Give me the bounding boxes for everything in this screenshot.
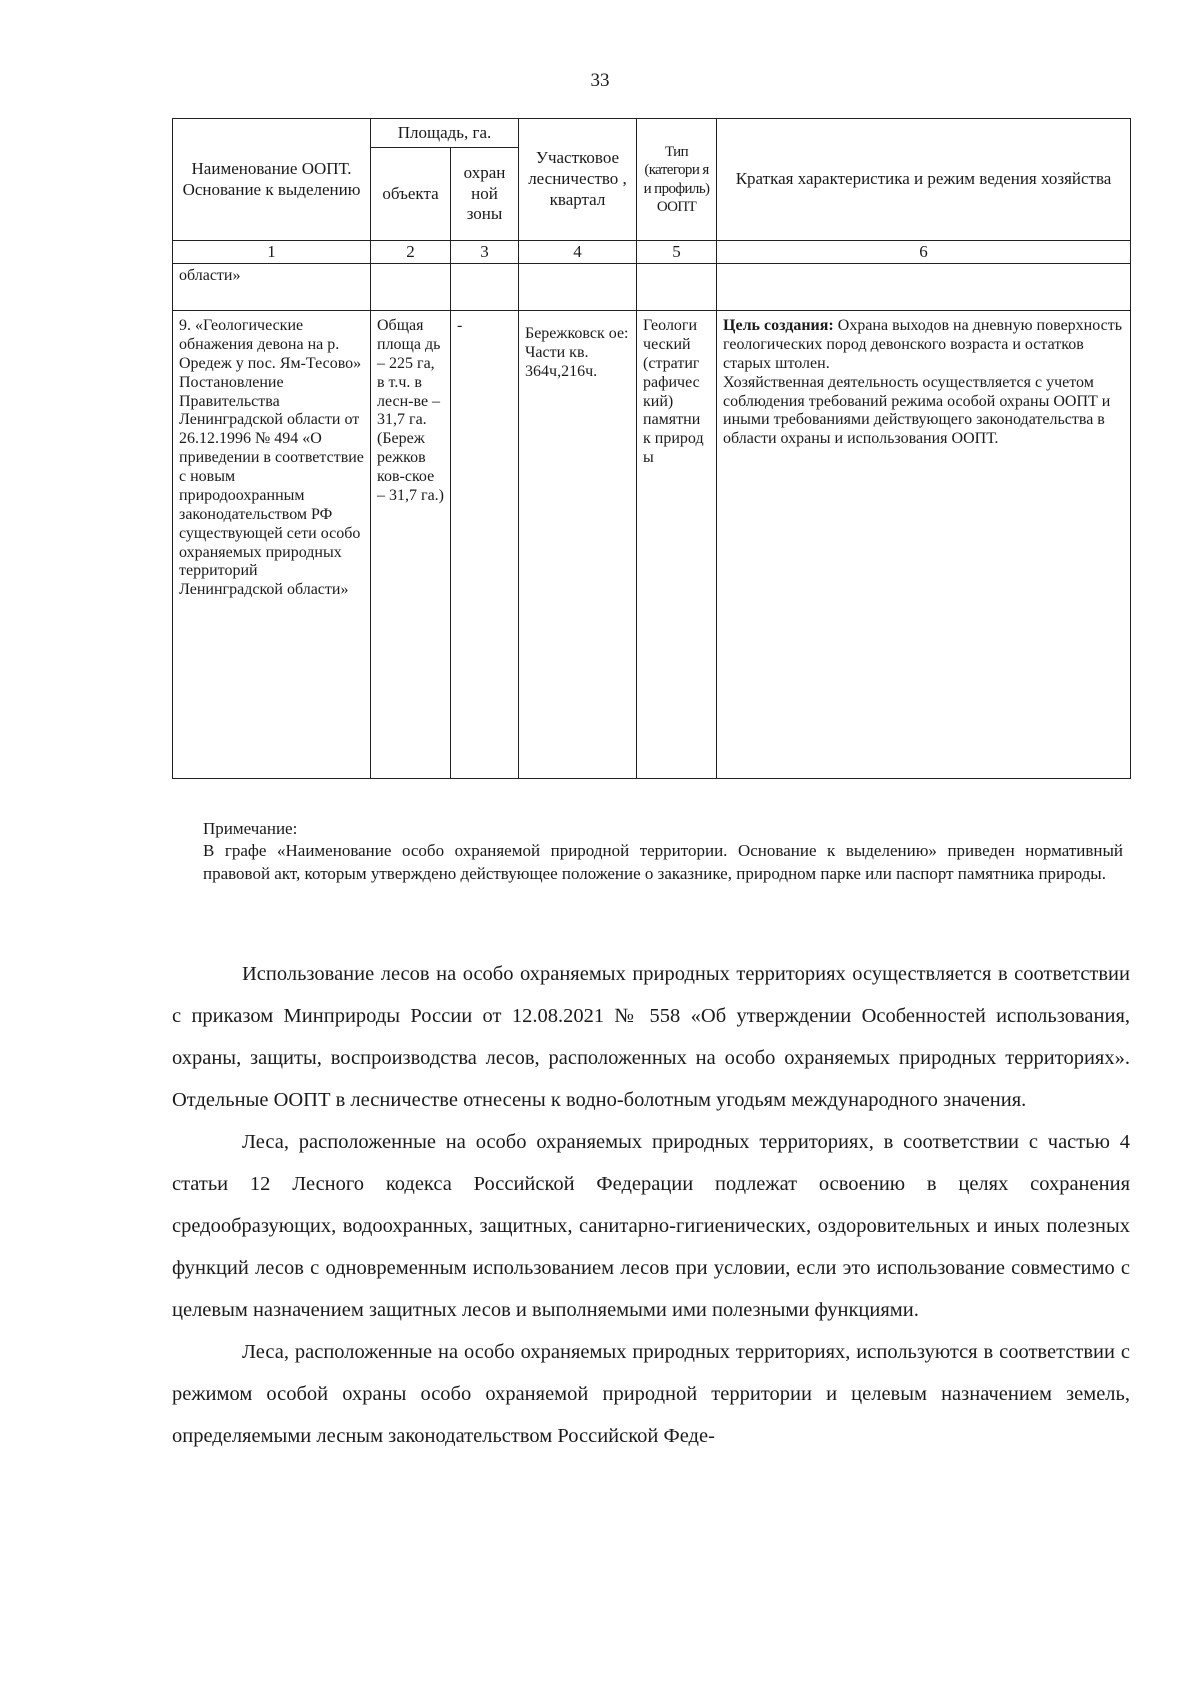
goal-label: Цель создания: — [723, 317, 834, 335]
continued-name-cell: области» — [173, 264, 371, 311]
column-number: 1 — [173, 241, 371, 264]
protection-zone-cell: - — [451, 311, 519, 779]
header-area-object: объекта — [371, 148, 451, 241]
column-number-row — [173, 241, 1131, 264]
paragraph: Леса, расположенные на особо охраняемых природных территориях, используются в соответствии с режимом особой охраны особо охраняемой природной территории и целевым назначением земель, определяемыми лесным законодательством Российской Феде- — [172, 1341, 1130, 1447]
column-number: 5 — [637, 241, 717, 264]
body-text — [172, 953, 1130, 1457]
area-cell: Общая площа дь – 225 га, в т.ч. в лесн-ве – 31,7 га. (Береж режков ков-ское – 31,7 га.) — [371, 311, 451, 779]
oopt-type-cell: Геологи ческий (стратиг рафичес кий) памятни к природ ы — [637, 311, 717, 779]
column-number: 2 — [371, 241, 451, 264]
note-text: В графе «Наименование особо охраняемой природной территории. Основание к выделению» приведен нормативный правовой акт, которым утверждено действующее положение о заказнике, природном парке или паспорт памятника природы. — [203, 841, 1123, 883]
oopt-table — [172, 118, 1131, 779]
header-name: Наименование ООПТ. Основание к выделению — [173, 119, 371, 241]
paragraph: Леса, расположенные на особо охраняемых природных территориях, в соответствии с частью 4 статьи 12 Лесного кодекса Российской Федерации подлежат освоению в целях сохранения средообразующих, водоохранных, защитных, санитарно-гигиенических, оздоровительных и иных полезных функций лесов с одновременным использованием лесов при условии, если это использование совместимо с целевым назначением защитных лесов и выполняемыми ими полезными функциями. — [172, 1131, 1130, 1321]
note-title: Примечание: — [203, 819, 298, 838]
paragraph: Использование лесов на особо охраняемых природных территориях осуществляется в соответствии с приказом Минприроды России от 12.08.2021 № 558 «Об утверждении Особенностей использования, охраны, защиты, воспроизводства лесов, расположенных на особо охраняемых природных территориях». Отдельные ООПТ в лесничестве отнесены к водно-болотным угодьям международного значения. — [172, 963, 1130, 1111]
table-note — [203, 818, 1123, 885]
header-type: Тип (категори я и профиль) ООПТ — [637, 119, 717, 241]
page-number: 33 — [590, 70, 610, 91]
column-number: 6 — [717, 241, 1131, 264]
header-area-zone: охран ной зоны — [451, 148, 519, 241]
goal-text: Охрана выходов на дневную поверхность геологических пород девонского возраста и остатков старых штолен. — [723, 317, 1123, 372]
forestry-cell: Бережковск ое: Части кв. 364ч,216ч. — [519, 311, 637, 779]
activity-text: Хозяйственная деятельность осуществляется с учетом соблюдения требований режима особой охраны ООПТ и иными требованиями действующего законодательства в области охраны и использования ООПТ. — [723, 373, 1111, 448]
column-number: 3 — [451, 241, 519, 264]
continued-row — [173, 264, 1131, 311]
column-number: 4 — [519, 241, 637, 264]
description-cell — [717, 311, 1131, 779]
oopt-name-cell: 9. «Геологические обнажения девона на р. Оредеж у пос. Ям-Тесово» Постановление Правительства Ленинградской области от 26.12.1996 № 494 «О приведении в соответствие с новым природоохранным законодательством РФ существующей сети особо охраняемых природных территорий Ленинградской области» — [173, 311, 371, 779]
header-description: Краткая характеристика и режим ведения хозяйства — [717, 119, 1131, 241]
header-area-group: Площадь, га. — [371, 119, 519, 148]
table-row — [173, 311, 1131, 779]
header-forestry: Участковое лесничество , квартал — [519, 119, 637, 241]
